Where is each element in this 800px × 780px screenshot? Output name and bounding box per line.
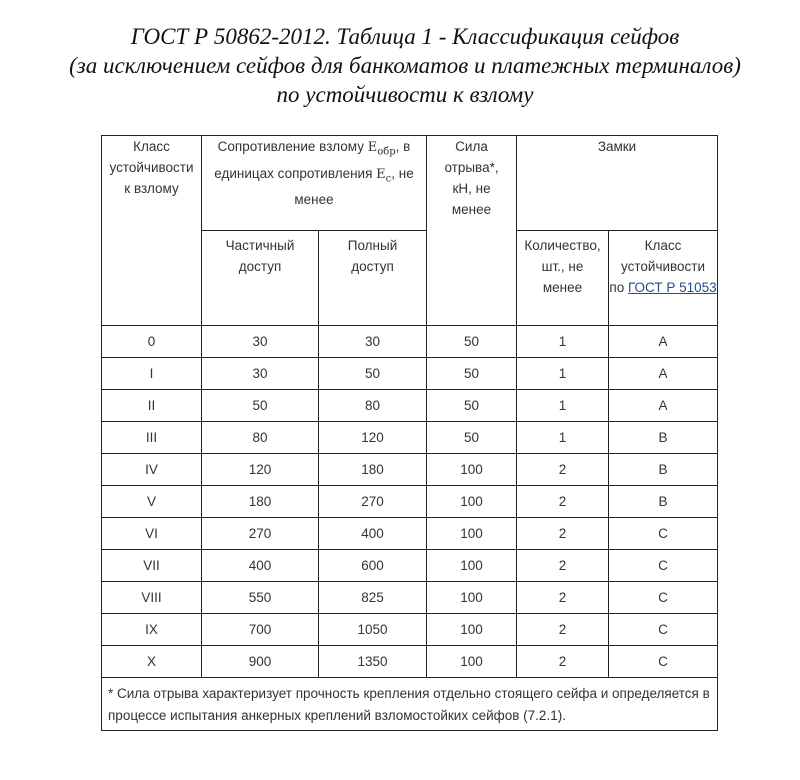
table-row bbox=[102, 614, 718, 646]
cell-partial: 900 bbox=[202, 646, 319, 678]
cell-lock-class: C bbox=[609, 582, 718, 614]
cell-lock-class: C bbox=[609, 614, 718, 646]
cell-partial: 80 bbox=[202, 422, 319, 454]
cell-partial: 270 bbox=[202, 518, 319, 550]
cell-lock-count: 2 bbox=[517, 646, 609, 678]
cell-force: 50 bbox=[427, 326, 517, 358]
cell-class: V bbox=[102, 486, 202, 518]
classification-table bbox=[101, 135, 718, 731]
cell-full: 600 bbox=[319, 550, 427, 582]
cell-partial: 120 bbox=[202, 454, 319, 486]
cell-class: II bbox=[102, 390, 202, 422]
cell-lock-class: A bbox=[609, 358, 718, 390]
cell-full: 180 bbox=[319, 454, 427, 486]
cell-lock-class: A bbox=[609, 390, 718, 422]
cell-full: 400 bbox=[319, 518, 427, 550]
cell-lock-count: 1 bbox=[517, 390, 609, 422]
resistance-symbol: $E_{обр}$ bbox=[367, 140, 396, 158]
table-row bbox=[102, 358, 718, 390]
title-line-1: ГОСТ Р 50862-2012. Таблица 1 - Классификация сейфов bbox=[130, 24, 680, 49]
cell-full: 1050 bbox=[319, 614, 427, 646]
cell-lock-count: 1 bbox=[517, 358, 609, 390]
cell-partial: 50 bbox=[202, 390, 319, 422]
cell-partial: 550 bbox=[202, 582, 319, 614]
cell-lock-count: 1 bbox=[517, 326, 609, 358]
cell-full: 1350 bbox=[319, 646, 427, 678]
cell-force: 50 bbox=[427, 422, 517, 454]
table-row bbox=[102, 518, 718, 550]
cell-force: 100 bbox=[427, 646, 517, 678]
cell-class: X bbox=[102, 646, 202, 678]
header-lock-class: Класс устойчивости по ГОСТ Р 51053 bbox=[609, 231, 718, 326]
table-row bbox=[102, 486, 718, 518]
cell-full: 120 bbox=[319, 422, 427, 454]
cell-lock-count: 2 bbox=[517, 614, 609, 646]
header-force: Сила отрыва*, кН, не менее bbox=[427, 136, 517, 326]
cell-lock-count: 2 bbox=[517, 486, 609, 518]
footnote: * Сила отрыва характеризует прочность крепления отдельно стоящего сейфа и определяется в процессе испытания анкерных креплений взломостойких сейфов (7.2.1). bbox=[102, 678, 718, 731]
table-row bbox=[102, 422, 718, 454]
header-full-access: Полный доступ bbox=[319, 231, 427, 326]
cell-class: I bbox=[102, 358, 202, 390]
header-locks: Замки bbox=[517, 136, 718, 231]
cell-lock-count: 2 bbox=[517, 582, 609, 614]
cell-force: 100 bbox=[427, 550, 517, 582]
cell-lock-count: 2 bbox=[517, 518, 609, 550]
cell-partial: 180 bbox=[202, 486, 319, 518]
cell-full: 270 bbox=[319, 486, 427, 518]
table-row bbox=[102, 326, 718, 358]
cell-force: 100 bbox=[427, 454, 517, 486]
cell-partial: 30 bbox=[202, 358, 319, 390]
header-resistance: Сопротивление взлому $E_{обр}$, в единицах сопротивления $E_с$, не менее bbox=[202, 136, 427, 231]
cell-partial: 700 bbox=[202, 614, 319, 646]
cell-force: 50 bbox=[427, 390, 517, 422]
cell-lock-count: 2 bbox=[517, 550, 609, 582]
cell-force: 100 bbox=[427, 486, 517, 518]
cell-class: VIII bbox=[102, 582, 202, 614]
cell-class: IV bbox=[102, 454, 202, 486]
cell-force: 50 bbox=[427, 358, 517, 390]
cell-partial: 30 bbox=[202, 326, 319, 358]
cell-lock-class: B bbox=[609, 422, 718, 454]
table-row bbox=[102, 582, 718, 614]
table-row bbox=[102, 646, 718, 678]
cell-full: 50 bbox=[319, 358, 427, 390]
cell-class: 0 bbox=[102, 326, 202, 358]
header-class: Класс устойчивости к взлому bbox=[102, 136, 202, 326]
unit-symbol: $E_с$ bbox=[376, 166, 392, 185]
cell-full: 825 bbox=[319, 582, 427, 614]
cell-class: IX bbox=[102, 614, 202, 646]
cell-full: 30 bbox=[319, 326, 427, 358]
cell-lock-class: C bbox=[609, 646, 718, 678]
cell-force: 100 bbox=[427, 614, 517, 646]
title-line-3: по устойчивости к взлому bbox=[276, 82, 534, 107]
cell-class: III bbox=[102, 422, 202, 454]
header-partial-access: Частичный доступ bbox=[202, 231, 319, 326]
cell-lock-class: C bbox=[609, 518, 718, 550]
cell-class: VI bbox=[102, 518, 202, 550]
cell-force: 100 bbox=[427, 582, 517, 614]
cell-lock-class: B bbox=[609, 486, 718, 518]
cell-class: VII bbox=[102, 550, 202, 582]
cell-lock-count: 1 bbox=[517, 422, 609, 454]
cell-lock-class: A bbox=[609, 326, 718, 358]
cell-lock-class: B bbox=[609, 454, 718, 486]
page-title bbox=[0, 22, 800, 109]
gost-51053-link[interactable]: ГОСТ Р 51053 bbox=[627, 280, 717, 295]
cell-lock-count: 2 bbox=[517, 454, 609, 486]
cell-partial: 400 bbox=[202, 550, 319, 582]
header-lock-count: Количество, шт., не менее bbox=[517, 231, 609, 326]
table-row bbox=[102, 454, 718, 486]
table-row bbox=[102, 550, 718, 582]
table-row bbox=[102, 390, 718, 422]
title-line-2: (за исключением сейфов для банкоматов и платежных терминалов) bbox=[69, 53, 741, 78]
cell-full: 80 bbox=[319, 390, 427, 422]
cell-force: 100 bbox=[427, 518, 517, 550]
cell-lock-class: C bbox=[609, 550, 718, 582]
